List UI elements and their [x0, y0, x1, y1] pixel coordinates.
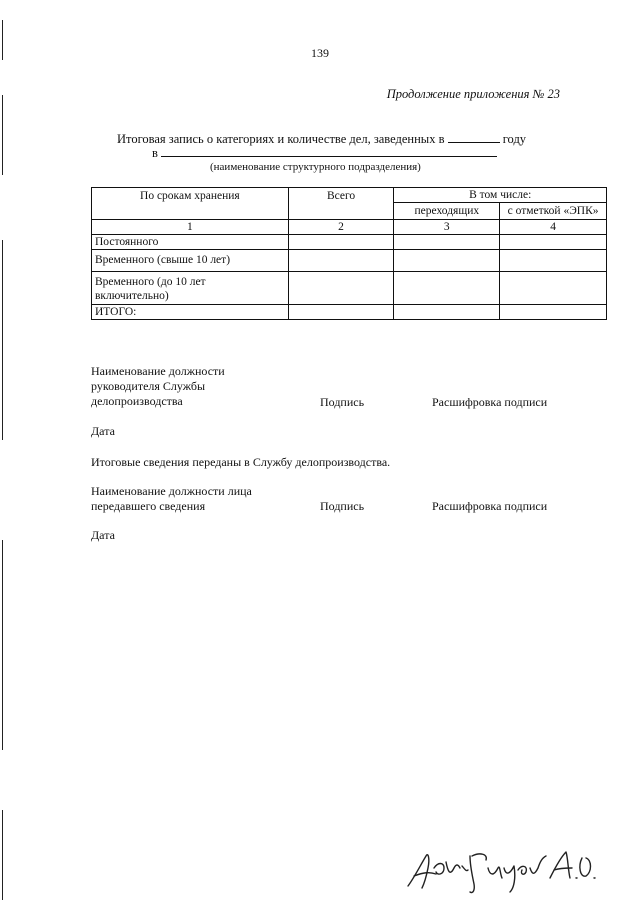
empty-cell [288, 250, 394, 272]
empty-cell [288, 235, 394, 250]
col-number: 1 [92, 220, 289, 235]
row-label: Временного (свыше 10 лет) [92, 250, 289, 272]
page-number: 139 [311, 46, 329, 60]
transcript-label: Расшифровка подписи [432, 395, 548, 409]
empty-cell [288, 272, 394, 305]
year-blank [448, 131, 500, 143]
signature-label: Подпись [320, 395, 365, 409]
row-label: Временного (до 10 лет включительно) [92, 272, 289, 305]
table-row [92, 235, 607, 250]
empty-cell [394, 235, 500, 250]
summary-table [91, 187, 607, 320]
heading-text: Итоговая запись о категориях и количестве дел, заведенных в [117, 132, 445, 146]
col-number: 2 [288, 220, 394, 235]
col-number: 4 [500, 220, 607, 235]
head-position-label: Наименование должности руководителя Службы делопроизводства [91, 364, 225, 408]
scan-margin-mark [2, 810, 3, 900]
department-blank [161, 145, 497, 157]
handwritten-signature [400, 838, 600, 898]
header-storage-period: По срокам хранения [92, 188, 289, 220]
row-label: Постоянного [92, 235, 289, 250]
date-label: Дата [91, 424, 115, 438]
empty-cell [394, 305, 500, 320]
scan-margin-mark [2, 95, 3, 175]
transcript-label: Расшифровка подписи [432, 499, 548, 513]
heading-prefix: в [152, 146, 158, 160]
table-row [92, 250, 607, 272]
transfer-note: Итоговые сведения переданы в Службу делопроизводства. [91, 455, 391, 469]
scan-margin-mark [2, 540, 3, 750]
row-label: ИТОГО: [92, 305, 289, 320]
empty-cell [288, 305, 394, 320]
col-number: 3 [394, 220, 500, 235]
empty-cell [500, 235, 607, 250]
heading-year-word: году [502, 132, 527, 146]
table-row [92, 305, 607, 320]
header-carryover: переходящих [394, 203, 500, 220]
empty-cell [394, 250, 500, 272]
empty-cell [500, 250, 607, 272]
table-row [92, 272, 607, 305]
department-caption: (наименование структурного подразделения) [210, 161, 421, 173]
header-including: В том числе: [394, 188, 607, 203]
heading-line-2 [152, 145, 497, 161]
scan-margin-mark [2, 240, 3, 440]
empty-cell [500, 305, 607, 320]
signature-label: Подпись [320, 499, 365, 513]
header-epk: с отметкой «ЭПК» [500, 203, 607, 220]
date-label: Дата [91, 528, 115, 542]
empty-cell [394, 272, 500, 305]
empty-cell [500, 272, 607, 305]
sender-position-label: Наименование должности лица передавшего сведения [91, 484, 252, 513]
continuation-title: Продолжение приложения № 23 [386, 87, 560, 101]
header-total: Всего [288, 188, 394, 220]
